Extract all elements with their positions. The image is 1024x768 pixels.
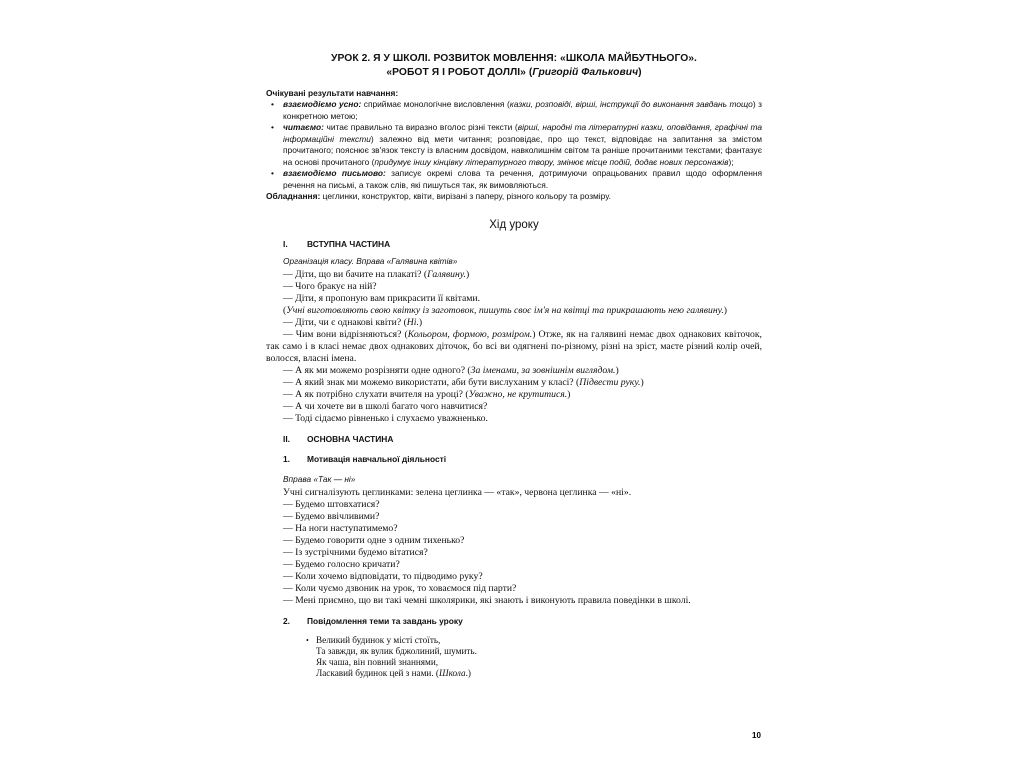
section-number: I. [283,238,288,249]
dialogue-line: — Коли чуємо дзвоник на урок, то ховаємося під парти? [283,582,517,594]
section-title: ОСНОВНА ЧАСТИНА [307,433,394,444]
exercise-title: Організація класу. Вправа «Галявина квітів» [283,255,458,266]
subsection-number: 2. [283,615,290,626]
objective-item [266,168,762,191]
bullet-icon: • [271,122,274,132]
poem-line: Ласкавий будинок цей з нами. (Школа.) [316,668,471,679]
dialogue-line: — Діти, я пропоную вам прикрасити її квітами. [283,292,480,304]
dialogue-line: — Будемо голосно кричати? [283,558,400,570]
objectives-heading: Очікувані результати навчання: [266,88,399,98]
equipment-line: Обладнання: цеглинки, конструктор, квіти, вирізані з паперу, різного кольору та розміру. [266,191,611,201]
bullet-icon: • [306,635,309,645]
dialogue-paragraph: — Чим вони відрізняються? (Кольором, формою, розміром.) Отже, як на галявині немає двох однакових квіточок, так само і в класі немає двох однакових діточок, бо всі ви одягнені по-різному, різні на зріст, маєте різний колір очей, волосся, власні імена. [266,328,762,364]
objective-text: читаємо: читає правильно та виразно вголос різні тексти (вірші, народні та літературні казки, оповідання, графічні та інформаційні тексти) залежно від мети читання; розповідає, про що текст, відповідає на запитання за змістом прочитаного; пояснює зв'язок тексту із власним досвідом, навколишнім світом та раніше прочитаними текстами; фантазує на основі прочитаного (придумує іншу кінцівку літературного твору, змінює місце подій, додає нових персонажів); [283,122,763,167]
dialogue-line: — Діти, чи є однакові квіти? (Ні.) [283,316,423,328]
subsection-title: Повідомлення теми та завдань уроку [307,615,463,626]
subsection-title: Мотивація навчальної діяльності [307,453,447,464]
section-heading-main [283,434,762,445]
dialogue-line: — Із зустрічними будемо вітатися? [283,546,428,558]
dialogue-line: — На ноги наступатимемо? [283,522,398,534]
objective-text: взаємодіємо усно: сприймає монологічне висловлення (казки, розповіді, вірші, інструкції до виконання завдань тощо) з конкретною метою; [283,99,762,121]
dialogue-line: — А як ми можемо розрізняти одне одного? (За іменами, за зовнішнім виглядом.) [283,364,619,376]
objective-item [266,99,762,122]
dialogue-line: — А який знак ми можемо використати, аби бути вислуханим у класі? (Підвести руку.) [283,376,644,388]
exercise-title: Вправа «Так — ні» [283,473,356,484]
dialogue-line: — Будемо штовхатися? [283,498,380,510]
dialogue-line: — Будемо ввічливими? [283,510,380,522]
objective-item [266,122,762,168]
section-title: ВСТУПНА ЧАСТИНА [307,238,391,249]
section-number: II. [283,433,290,444]
stage-direction: (Учні виготовляють свою квітку із заготовок, пишуть своє ім'я на квітці та прикрашають нею галявину.) [283,304,727,316]
dialogue-line: — А чи хочете ви в школі багато чого навчитися? [283,400,488,412]
lesson-title [266,52,762,80]
bullet-icon: • [271,99,274,109]
subsection-number: 1. [283,453,290,464]
poem-line: Як чаша, він повний знаннями, [316,657,439,668]
poem-line: Та завжди, як вулик бджолиний, шумить. [316,645,477,656]
lesson-progress-heading: Хід уроку [489,218,539,231]
subsection-heading [283,616,762,627]
objective-text: взаємодіємо письмово: записує окремі слова та речення, дотримуючи опрацьованих правил щодо оформлення речення на письмі, а також слів, які пишуться так, як вимовляються. [283,168,762,190]
dialogue-line: — А як потрібно слухати вчителя на уроці? (Уважно, не крутитися.) [283,388,571,400]
dialogue-line: — Коли хочемо відповідати, то підводимо руку? [283,570,483,582]
title-line-2: «РОБОТ Я І РОБОТ ДОЛЛІ» (Григорій Фалькович) [386,67,642,78]
dialogue-paragraph: — Мені приємно, що ви такі чемні школярики, які знають і виконують правила поведінки в школі. [283,594,691,606]
dialogue-line: Учні сигналізують цеглинками: зелена цеглинка — «так», червона цеглинка — «ні». [283,486,632,498]
dialogue-line: — Будемо говорити одне з одним тихенько? [283,534,465,546]
section-heading-intro [283,239,762,250]
dialogue-line: — Тоді сідаємо рівненько і слухаємо уважненько. [283,412,488,424]
poem-line: Великий будинок у місті стоїть, [316,634,441,645]
page-number: 10 [752,731,761,740]
dialogue-line: — Діти, що ви бачите на плакаті? (Галявину.) [283,268,470,280]
objectives-list [266,99,762,191]
bullet-icon: • [271,168,274,178]
subsection-heading [283,454,762,465]
riddle-poem [266,635,762,680]
dialogue-line: — Чого бракує на ній? [283,280,377,292]
document-page [266,46,762,680]
title-line-1: УРОК 2. Я У ШКОЛІ. РОЗВИТОК МОВЛЕННЯ: «ШКОЛА МАЙБУТНЬОГО». [331,53,697,64]
